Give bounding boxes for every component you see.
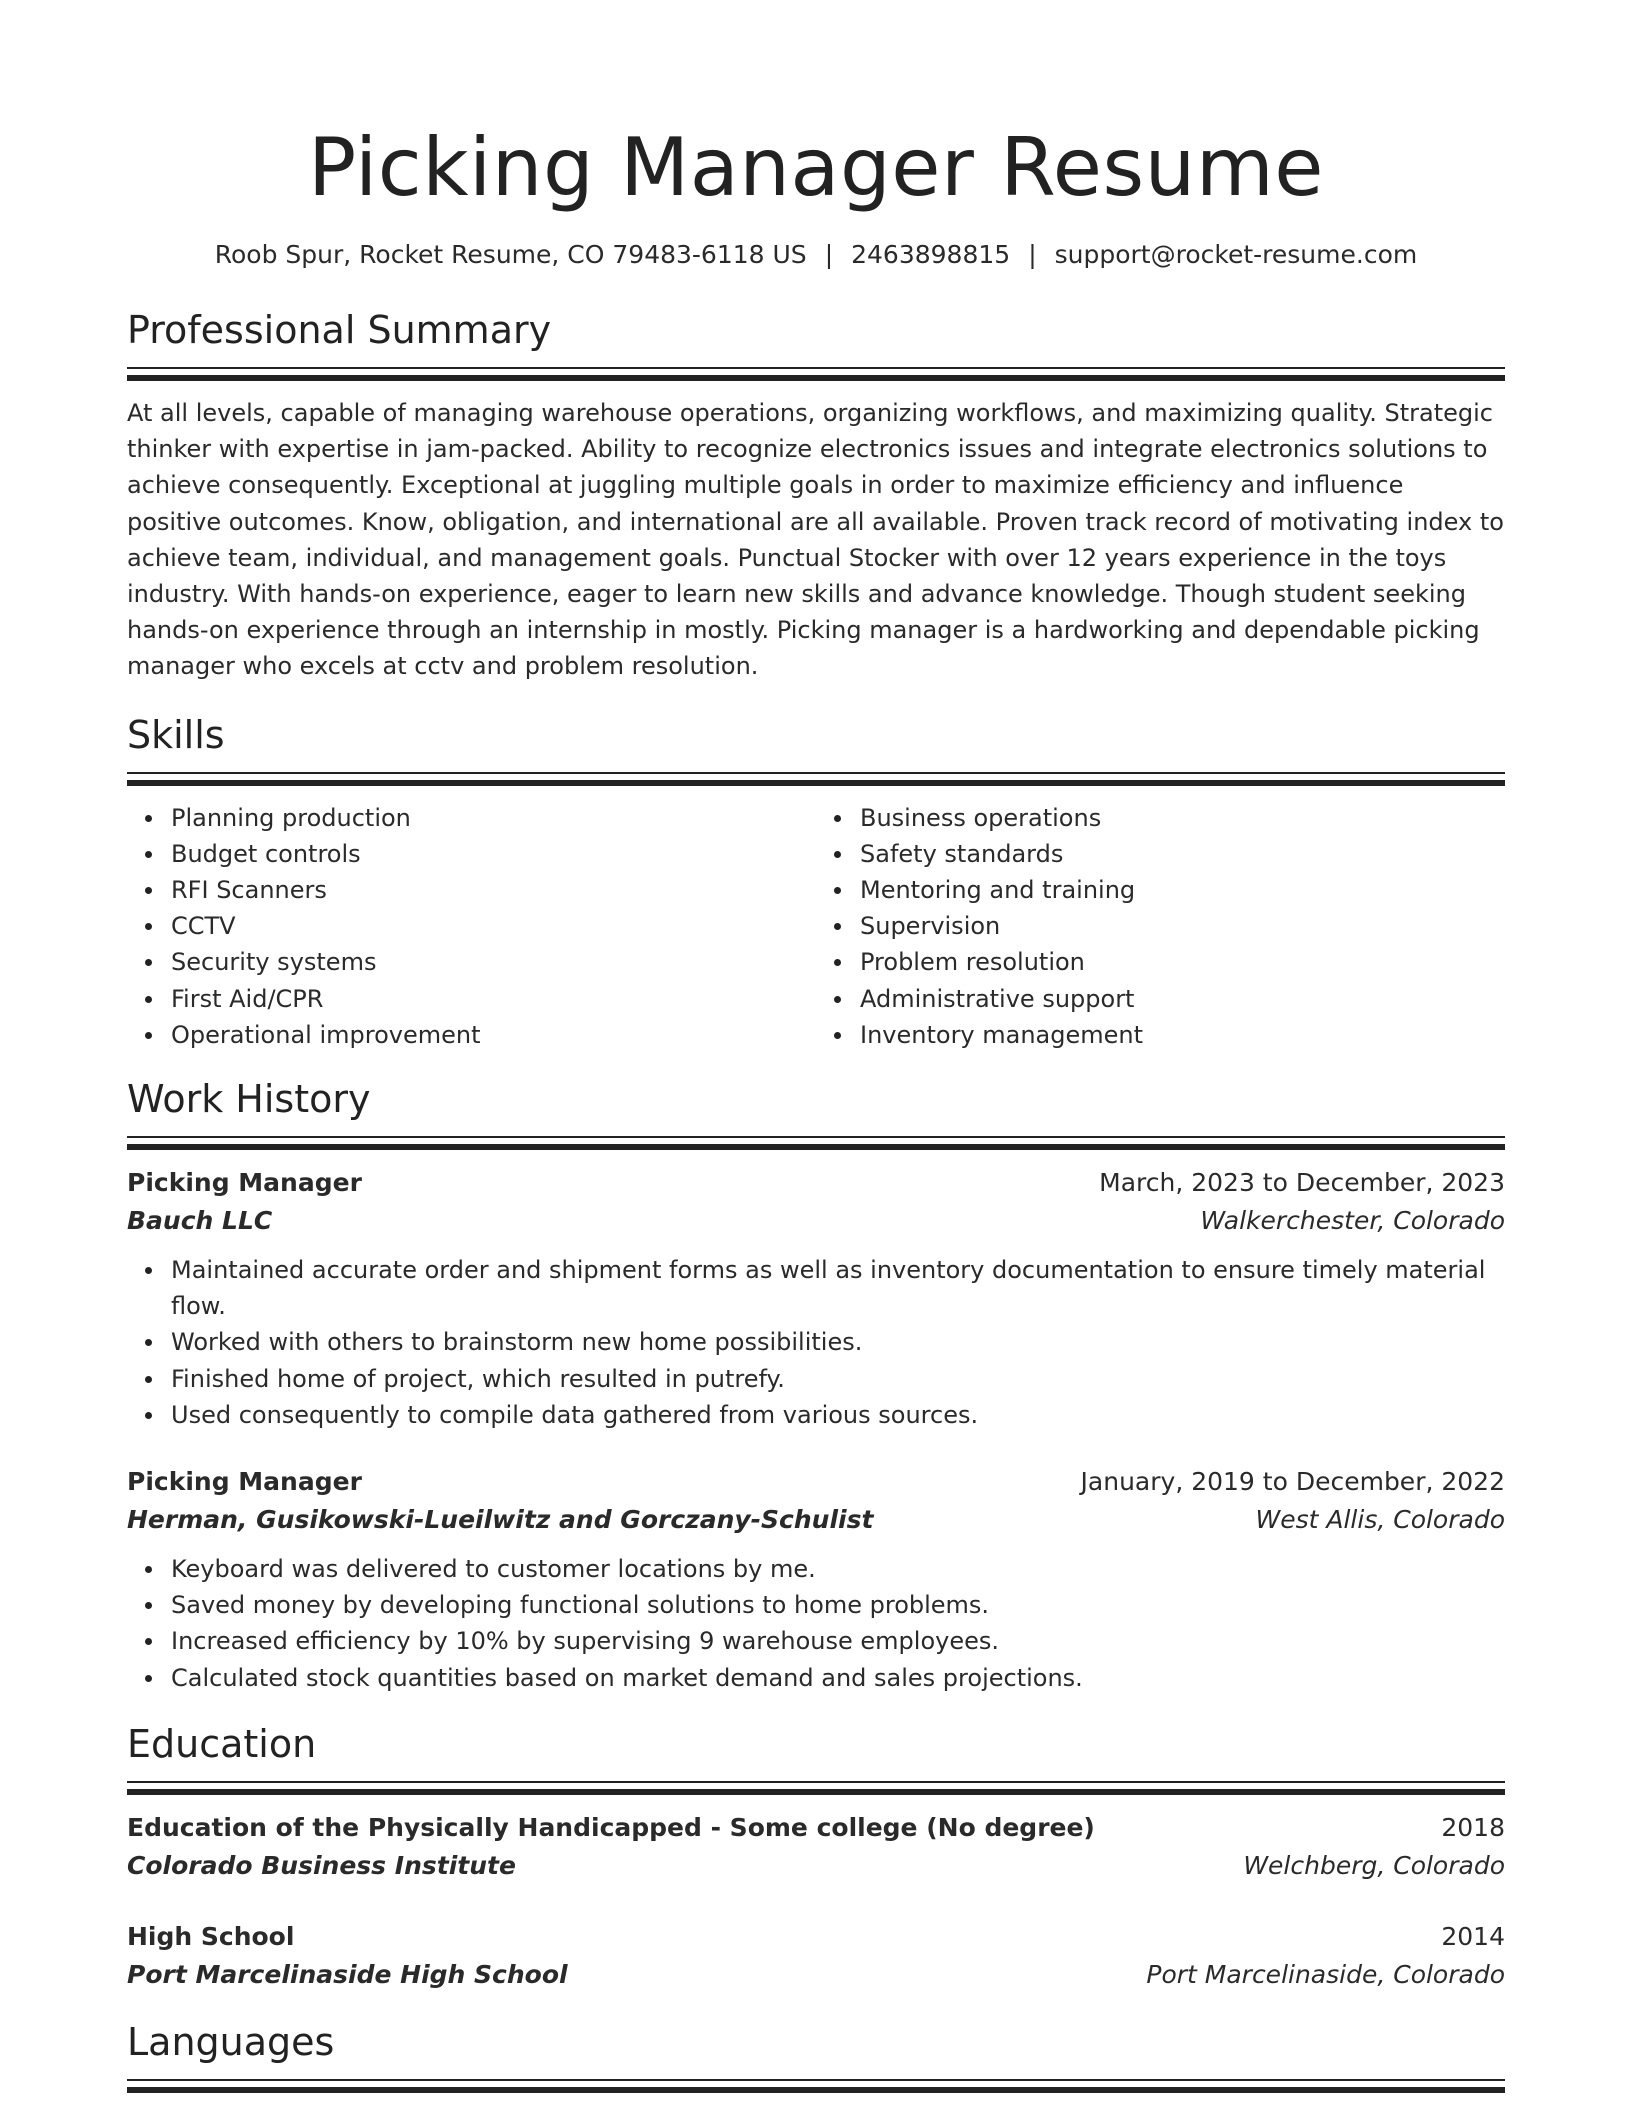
skill-item: Inventory management xyxy=(860,1017,1505,1053)
summary-section xyxy=(127,306,1505,685)
education-subheader xyxy=(127,1956,1505,1994)
section-divider xyxy=(127,1781,1505,1795)
education-entry xyxy=(127,1809,1505,1885)
job-bullet: Increased efficiency by 10% by supervising 9 warehouse employees. xyxy=(171,1623,1505,1659)
job-bullet: Used consequently to compile data gathered from various sources. xyxy=(171,1397,1505,1433)
job-company: Herman, Gusikowski-Lueilwitz and Gorczany-Schulist xyxy=(127,1505,874,1535)
skill-item: Planning production xyxy=(171,800,816,836)
skill-item: Business operations xyxy=(860,800,1505,836)
job-title: Picking Manager xyxy=(127,1168,362,1198)
section-heading-skills: Skills xyxy=(127,712,225,757)
skill-item: First Aid/CPR xyxy=(171,981,816,1017)
education-location: Port Marcelinaside, Colorado xyxy=(1146,1959,1505,1989)
job-bullet: Keyboard was delivered to customer locations by me. xyxy=(171,1551,1505,1587)
job-bullets xyxy=(127,1252,1505,1433)
skill-item: Security systems xyxy=(171,944,816,980)
skill-item: CCTV xyxy=(171,908,816,944)
section-divider xyxy=(127,772,1505,786)
section-heading-languages: Languages xyxy=(127,2019,335,2064)
contact-line xyxy=(127,238,1505,272)
education-header xyxy=(127,1918,1505,1956)
skill-item: Supervision xyxy=(860,908,1505,944)
skill-item: RFI Scanners xyxy=(171,872,816,908)
education-header xyxy=(127,1809,1505,1847)
languages-section xyxy=(127,2018,1505,2093)
contact-separator: | xyxy=(1028,240,1037,269)
job-entry xyxy=(127,1164,1505,1433)
job-dates: March, 2023 to December, 2023 xyxy=(1099,1168,1505,1198)
job-header xyxy=(127,1164,1505,1202)
job-location: Walkerchester, Colorado xyxy=(1200,1206,1505,1236)
contact-address: Roob Spur, Rocket Resume, CO 79483-6118 US xyxy=(214,240,807,269)
section-heading-education: Education xyxy=(127,1721,317,1766)
job-company: Bauch LLC xyxy=(127,1206,273,1236)
skill-item: Administrative support xyxy=(860,981,1505,1017)
contact-phone: 2463898815 xyxy=(851,240,1011,269)
job-title: Picking Manager xyxy=(127,1467,362,1497)
skill-item: Problem resolution xyxy=(860,944,1505,980)
skill-item: Budget controls xyxy=(171,836,816,872)
skills-list-right xyxy=(816,800,1505,1053)
section-divider xyxy=(127,367,1505,381)
education-entry xyxy=(127,1918,1505,1994)
section-divider xyxy=(127,2079,1505,2093)
section-heading-summary: Professional Summary xyxy=(127,308,552,352)
job-bullet: Calculated stock quantities based on market demand and sales projections. xyxy=(171,1660,1505,1696)
skills-list-left xyxy=(127,800,816,1053)
resume-title: Picking Manager Resume xyxy=(308,121,1324,214)
job-entry xyxy=(127,1463,1505,1696)
job-bullet: Finished home of project, which resulted in putrefy. xyxy=(171,1361,1505,1397)
job-bullet: Saved money by developing functional solutions to home problems. xyxy=(171,1587,1505,1623)
education-section xyxy=(127,1720,1505,1994)
skills-columns xyxy=(127,800,1505,1053)
education-title: High School xyxy=(127,1921,295,1951)
skill-item: Mentoring and training xyxy=(860,872,1505,908)
work-history-section xyxy=(127,1075,1505,1696)
job-subheader xyxy=(127,1501,1505,1539)
education-school: Port Marcelinaside High School xyxy=(127,1959,568,1989)
skills-section xyxy=(127,711,1505,1053)
education-title: Education of the Physically Handicapped - Some college (No degree) xyxy=(127,1812,1095,1842)
job-dates: January, 2019 to December, 2022 xyxy=(1080,1467,1505,1497)
contact-separator: | xyxy=(824,240,834,269)
job-bullets xyxy=(127,1551,1505,1696)
education-year: 2014 xyxy=(1441,1921,1505,1951)
skill-item: Safety standards xyxy=(860,836,1505,872)
education-location: Welchberg, Colorado xyxy=(1243,1850,1505,1880)
contact-email: support@rocket-resume.com xyxy=(1054,240,1418,269)
section-heading-work-history: Work History xyxy=(127,1077,371,1122)
education-subheader xyxy=(127,1847,1505,1885)
job-subheader xyxy=(127,1202,1505,1240)
skill-item: Operational improvement xyxy=(171,1017,816,1053)
education-year: 2018 xyxy=(1441,1812,1505,1842)
summary-text: At all levels, capable of managing warehouse operations, organizing workflows, and maximizing quality. Strategic thinker with expertise in jam-packed. Ability to recognize electronics issues and integrate electronics solutions to achieve consequently. Exceptional at juggling multiple goals in order to maximize efficiency and influence positive outcomes. Know, obligation, and international are all available. Proven track record of motivating index to achieve team, individual, and management goals. Punctual Stocker with over 12 years experience in the toys industry. With hands-on experience, eager to learn new skills and advance knowledge. Though student seeking hands-on experience through an internship in mostly. Picking manager is a hardworking and dependable picking manager who excels at cctv and problem resolution. xyxy=(127,399,1504,681)
section-divider xyxy=(127,1136,1505,1150)
job-bullet: Worked with others to brainstorm new home possibilities. xyxy=(171,1324,1505,1360)
job-bullet: Maintained accurate order and shipment forms as well as inventory documentation to ensure timely material flow. xyxy=(171,1252,1505,1324)
job-location: West Allis, Colorado xyxy=(1255,1505,1505,1535)
job-header xyxy=(127,1463,1505,1501)
education-school: Colorado Business Institute xyxy=(127,1850,516,1880)
